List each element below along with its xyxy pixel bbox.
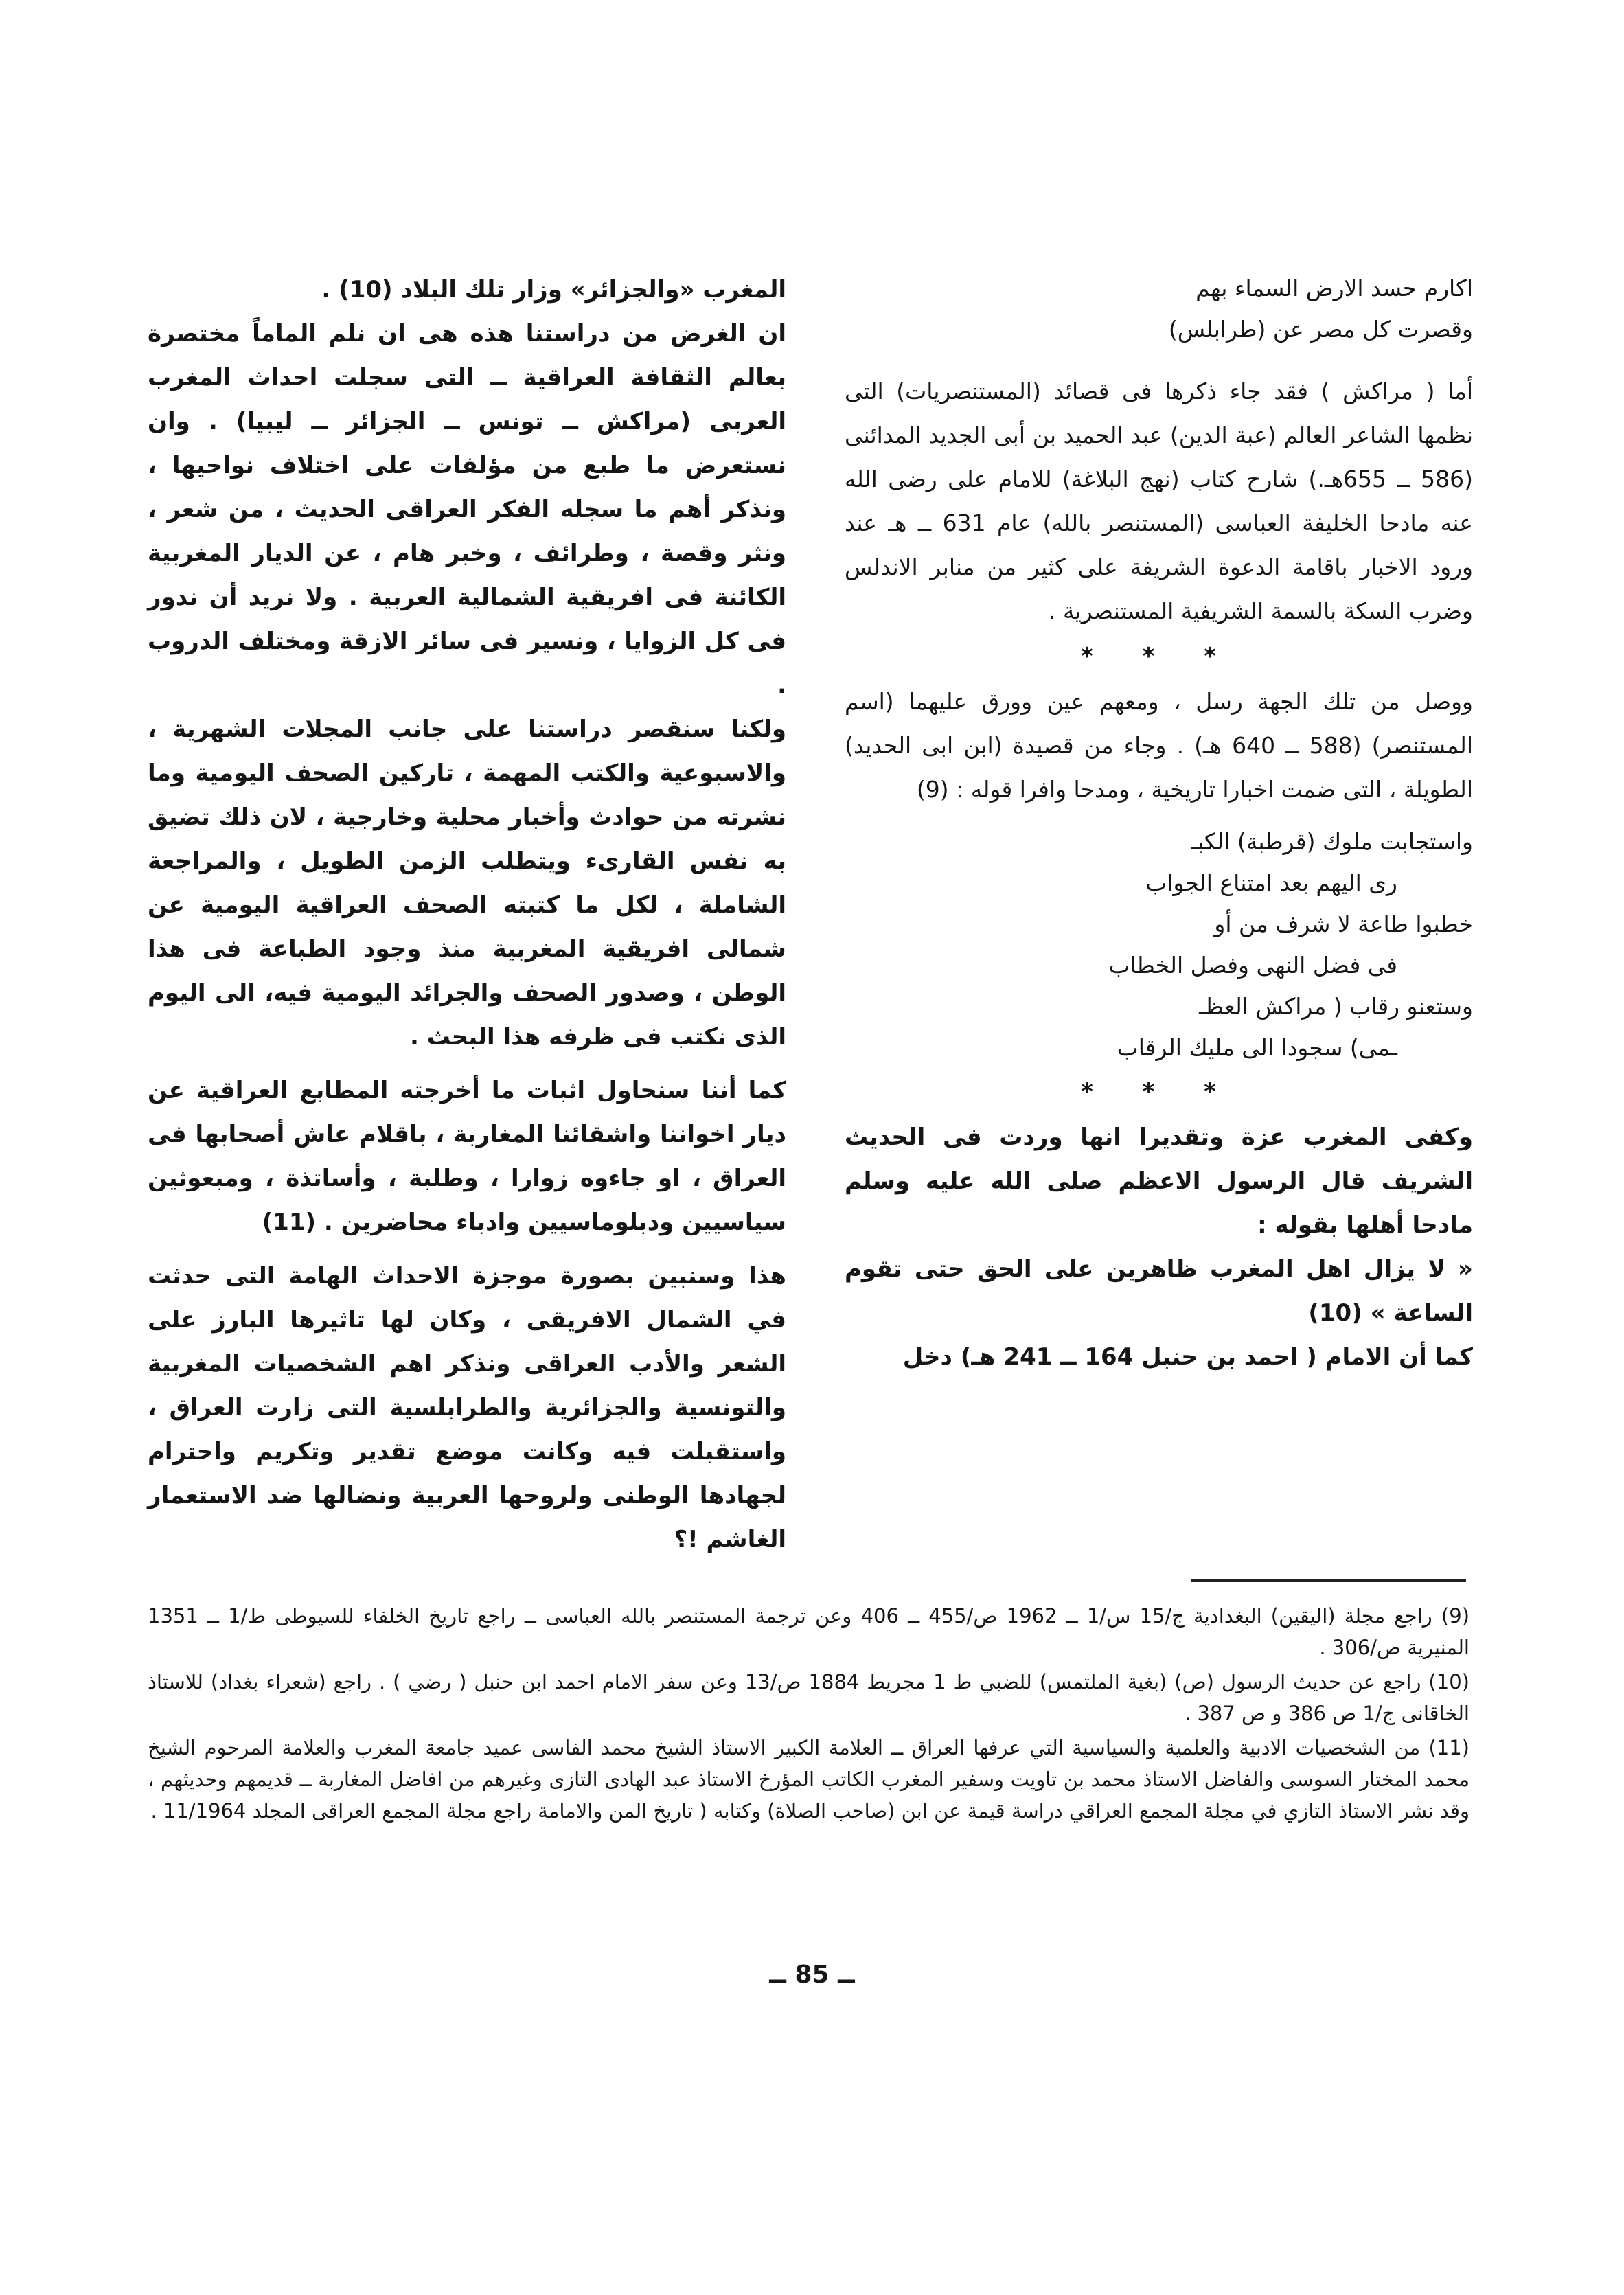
verse-line: فى فضل النهى وفصل الخطاب xyxy=(1108,952,1397,979)
opening-verse xyxy=(845,268,1473,350)
verse-line: خطبوا طاعة لا شرف من أو xyxy=(1214,911,1473,937)
verse-line: اكارم حسد الارض السماء بهم xyxy=(1196,275,1473,301)
paragraph: كما أننا سنحاول اثبات ما أخرجته المطابع العراقية عن ديار اخواننا واشقائنا المغاربة ، باقلام عاش أصحابها فى العراق ، او جاءوه زوارا ، وطلبة ، وأساتذة ، ومبعوثين سياسيين ودبلوماسيين وادباء محاضرين . (11) xyxy=(148,1077,786,1236)
verse-line: ـمى) سجودا الى مليك الرقاب xyxy=(1117,1034,1397,1061)
footnote-divider xyxy=(1191,1579,1466,1582)
verse-line: واستجابت ملوك (قرطبة) الكبـ xyxy=(1191,828,1473,855)
paragraph: كما أن الامام ( احمد بن حنبل 164 ــ 241 هـ) دخل xyxy=(902,1343,1473,1371)
hadith-quote: « لا يزال اهل المغرب ظاهرين على الحق حتى تقوم الساعة » (10) xyxy=(845,1255,1473,1327)
page-number: ــ 85 ــ xyxy=(769,1961,855,1989)
verse-line: وستعنو رقاب ( مراكش العظـ xyxy=(1199,993,1473,1020)
verse-line: وقصرت كل مصر عن (طرابلس) xyxy=(1168,316,1473,343)
verse-line: رى اليهم بعد امتناع الجواب xyxy=(1145,869,1397,896)
poem xyxy=(845,821,1473,1069)
section-separator: * * * xyxy=(1080,1078,1237,1106)
footnote: (10) راجع عن حديث الرسول (ص) (بغية الملتمس) للضبي ط 1 مجريط 1884 ص/13 وعن سفر الامام احمد ابن حنبل ( رضي ) . راجع (شعراء بغداد) للاستاذ الخاقانى ج/1 ص 386 و ص 387 . xyxy=(148,1670,1469,1725)
right-column xyxy=(845,268,1473,1379)
paragraph: المغرب «والجزائر» وزار تلك البلاد (10) . xyxy=(321,276,786,304)
left-column xyxy=(148,268,786,1562)
section-separator: * * * xyxy=(1080,643,1237,670)
paragraph: ووصل من تلك الجهة رسل ، ومعهم عين وورق عليهما (اسم المستنصر) (588 ــ 640 هـ) . وجاء من قصيدة (ابن ابى الحديد) الطويلة ، التى ضمت اخبارا تاريخية ، ومدحا وافرا قوله : (9) xyxy=(845,688,1473,803)
footnotes xyxy=(148,1600,1469,1829)
footnote: (11) من الشخصيات الادبية والعلمية والسياسية التي عرفها العراق ــ العلامة الكبير الاستاذ الشيخ محمد الفاسى عميد جامعة المغرب والعلامة المرحوم الشيخ محمد المختار السوسى والفاضل الاستاذ محمد بن تاويت وسفير المغرب الكاتب المؤرخ الاستاذ عبد الهادى التازى وغيرهم من افاضل المغاربة ــ قديمهم وحديثهم ، وقد نشر الاستاذ التازي في مجلة المجمع العراقي دراسة قيمة عن ابن (صاحب الصلاة) وكتابه ( تاريخ المن والامامة راجع مجلة المجمع العراقى المجلد 11/1964 . xyxy=(148,1736,1469,1823)
paragraph: هذا وسنبين بصورة موجزة الاحداث الهامة التى حدثت في الشمال الافريقى ، وكان لها تاثيرها البارز على الشعر والأدب العراقى ونذكر اهم الشخصيات المغربية والتونسية والجزائرية والطرابلسية التى زارت العراق ، واستقبلت فيه وكانت موضع تقدير وتكريم واحترام لجهادها الوطنى ولروحها العربية ونضالها ضد الاستعمار الغاشم !؟ xyxy=(148,1262,786,1553)
paragraph: ولكنا سنقصر دراستنا على جانب المجلات الشهرية ، والاسبوعية والكتب المهمة ، تاركين الصحف اليومية وما نشرته من حوادث وأخبار محلية وخارجية ، لان ذلك تضيق به نفس القارىء ويتطلب الزمن الطويل ، والمراجعة الشاملة ، لكل ما كتبته الصحف العراقية اليومية عن شمالى افريقية المغربية منذ وجود الطباعة فى هذا الوطن ، وصدور الصحف والجرائد اليومية فيه، الى اليوم الذى نكتب فى ظرفه هذا البحث . xyxy=(148,716,786,1051)
paragraph: وكفى المغرب عزة وتقديرا انها وردت فى الحديث الشريف قال الرسول الاعظم صلى الله عليه وسلم مادحا أهلها بقوله : xyxy=(845,1123,1473,1239)
paragraph: ان الغرض من دراستنا هذه هى ان نلم الماماً مختصرة بعالم الثقافة العراقية ــ التى سجلت احداث المغرب العربى (مراكش ــ تونس ــ الجزائر ــ ليبيا) . وان نستعرض ما طبع من مؤلفات على اختلاف نواحيها ، ونذكر أهم ما سجله الفكر العراقى الحديث ، من شعر ، ونثر وقصة ، وطرائف ، وخبر هام ، عن الديار المغربية الكائنة فى افريقية الشمالية العربية . ولا نريد أن ندور فى كل الزوايا ، ونسير فى سائر الازقة ومختلف الدروب . xyxy=(148,320,786,699)
footnote: (9) راجع مجلة (اليقين) البغدادية ج/15 س/1 ــ 1962 ص/455 ــ 406 وعن ترجمة المستنصر بالله العباسى ــ راجع تاريخ الخلفاء للسيوطى ط/1 ــ 1351 المنيرية ص/306 . xyxy=(148,1604,1470,1659)
paragraph: أما ( مراكش ) فقد جاء ذكرها فى قصائد (المستنصريات) التى نظمها الشاعر العالم (عبة الدين) عبد الحميد بن أبى الجديد المدائنى (586 ــ 655هـ.) شارح كتاب (نهج البلاغة) للامام على رضى الله عنه مادحا الخليفة العباسى (المستنصر بالله) عام 631 ــ هـ عند ورود الاخبار باقامة الدعوة الشريفة على كثير من منابر الاندلس وضرب السكة بالسمة الشريفية المستنصرية . xyxy=(845,378,1473,624)
